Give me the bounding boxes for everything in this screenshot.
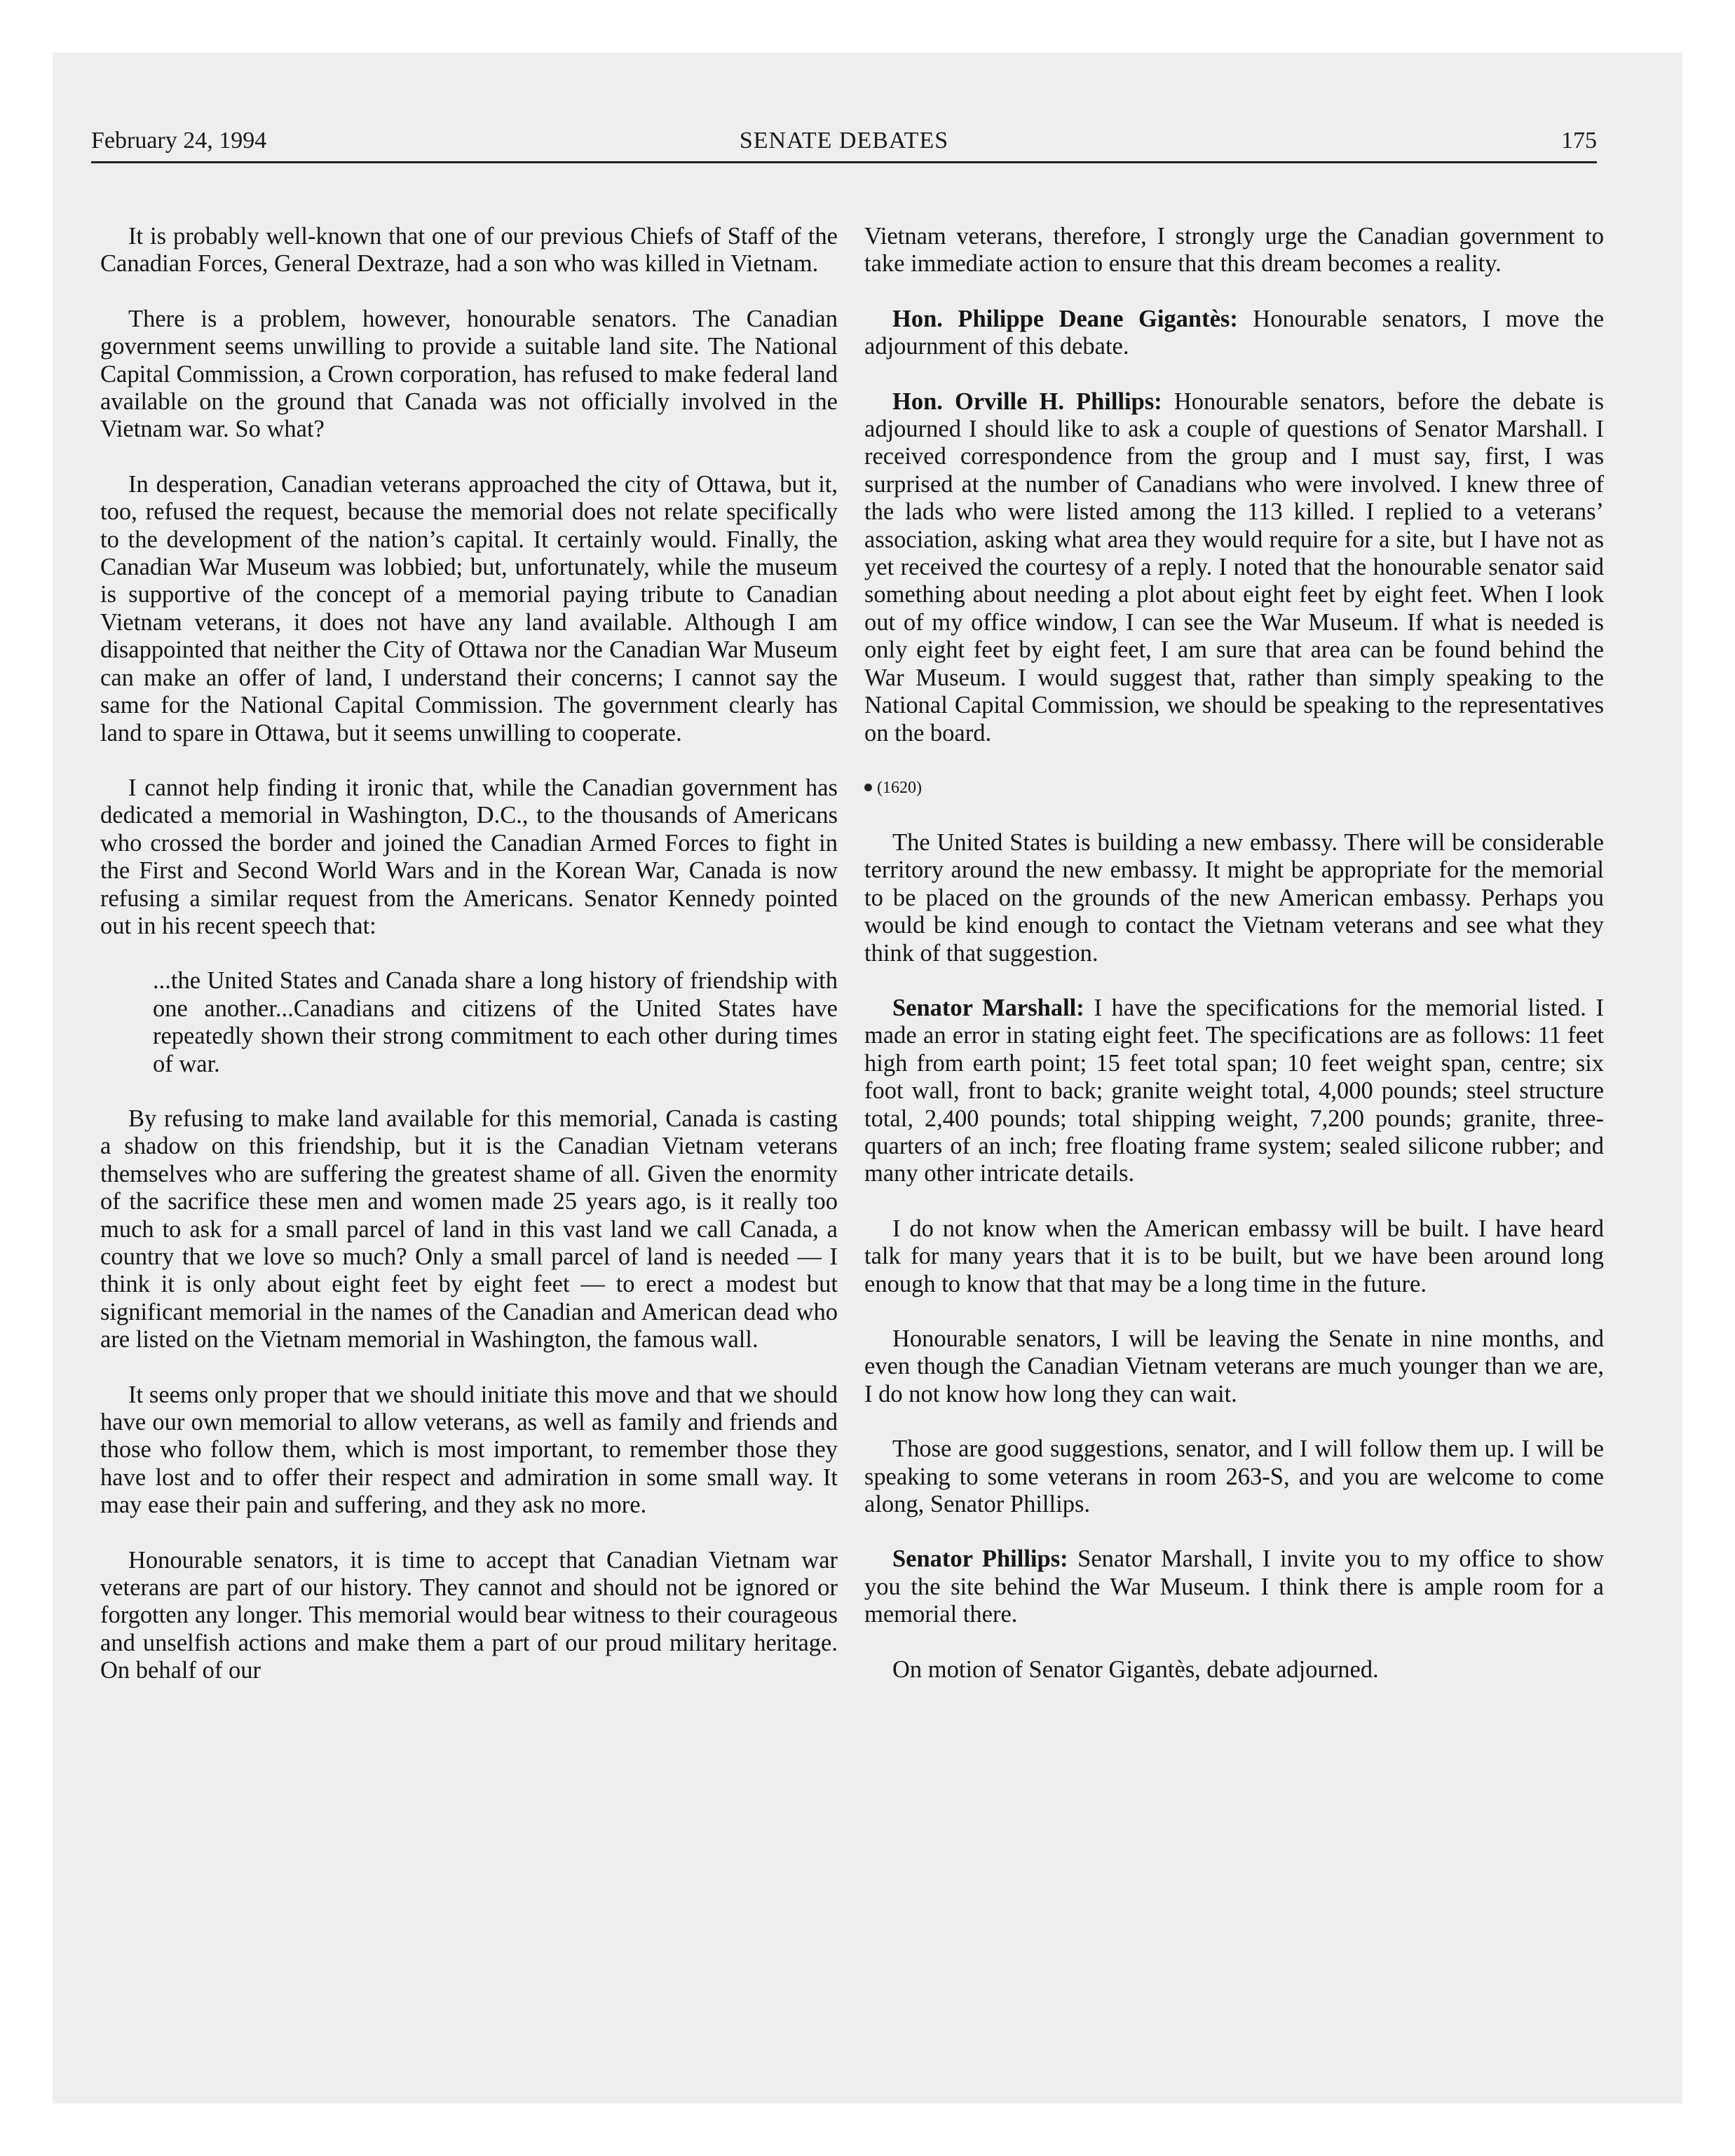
paragraph: It is probably well-known that one of our previous Chiefs of Staff of the Canadian Forces, General Dextraze, had a son who was killed in Vietnam.: [100, 223, 838, 278]
paragraph: Honourable senators, it is time to accept that Canadian Vietnam war veterans are part of our history. They cannot and should not be ignored or forgotten any longer. This memorial would bear witness to their courageous and unselfish actions and make them a part of our proud military heritage. On behalf of our: [100, 1546, 838, 1684]
paragraph: The United States is building a new embassy. There will be considerable territory around the new embassy. It might be appropriate for the memorial to be placed on the grounds of the new American embassy. Perhaps you would be kind enough to contact the Vietnam veterans and see what they think of that suggestion.: [864, 828, 1604, 967]
right-column: [864, 223, 1604, 1711]
speech-paragraph: [864, 388, 1604, 747]
paragraph: I do not know when the American embassy will be built. I have heard talk for many years that it is to be built, but we have been around long enough to know that that may be a long time in the future.: [864, 1215, 1604, 1297]
paragraph: By refusing to make land available for this memorial, Canada is casting a shadow on this friendship, but it is the Canadian Vietnam veterans themselves who are suffering the greatest shame of all. Given the enormity of the sacrifice these men and women made 25 years ago, is it really too much to ask for a small parcel of land in this vast land we call Canada, a country that we love so much? Only a small parcel of land is needed — I think it is only about eight feet by eight feet — to erect a modest but significant memorial in the names of the Canadian and American dead who are listed on the Vietnam memorial in Washington, the famous wall.: [100, 1105, 838, 1353]
paragraph: Those are good suggestions, senator, and I will follow them up. I will be speaking to some veterans in room 263-S, and you are welcome to come along, Senator Phillips.: [864, 1435, 1604, 1518]
speaker-name: Hon. Orville H. Phillips:: [892, 388, 1162, 415]
paragraph: It seems only proper that we should initiate this move and that we should have our own memorial to allow veterans, as well as family and friends and those who follow them, which is most important, to remember those they have lost and to offer their respect and admiration in some small way. It may ease their pain and suffering, and they ask no more.: [100, 1381, 838, 1519]
block-quote: ...the United States and Canada share a long history of friendship with one another...Canadians and citizens of the United States have repeatedly shown their strong commitment to each other during times of war.: [153, 967, 838, 1077]
speech-paragraph: [864, 1546, 1604, 1628]
paragraph: In desperation, Canadian veterans approached the city of Ottawa, but it, too, refused the request, because the memorial does not relate specifically to the development of the nation’s capital. It certainly would. Finally, the Canadian War Museum was lobbied; but, unfortunately, while the museum is supportive of the concept of a memorial paying tribute to Canadian Vietnam veterans, it does not have any land available. Although I am disappointed that neither the City of Ottawa nor the Canadian War Museum can make an offer of land, I understand their concerns; I cannot say the same for the National Capital Commission. The government clearly has land to spare in Ottawa, but it seems unwilling to cooperate.: [100, 470, 838, 746]
header-title: SENATE DEBATES: [739, 128, 949, 153]
page-header: [91, 125, 1597, 163]
speech-text: Honourable senators, before the debate is adjourned I should like to ask a couple of questions of Senator Marshall. I received correspondence from the group and I must say, first, I was surprised at the number of Canadians who were involved. I knew three of the lads who were listed among the 113 killed. I replied to a veterans’ association, asking what area they would require for a site, but I have not as yet received the courtesy of a reply. I noted that the honourable senator said something about needing a plot about eight feet by eight feet. When I look out of my office window, I can see the War Museum. If what is needed is only eight feet by eight feet, I am sure that area can be found behind the War Museum. I would suggest that, rather than simply speaking to the National Capital Commission, we should be speaking to the representatives on the board.: [864, 388, 1605, 746]
time-marker: [864, 775, 1604, 802]
paragraph: There is a problem, however, honourable senators. The Canadian government seems unwilling to provide a suitable land site. The National Capital Commission, a Crown corporation, has refused to make federal land available on the ground that Canada was not officially involved in the Vietnam war. So what?: [100, 305, 838, 443]
bullet-dot-icon: [864, 784, 872, 791]
speech-text: I have the specifications for the memorial listed. I made an error in stating eight feet. The specifications are as follows: 11 feet high from earth point; 15 feet total span; 10 feet weight span, centre; six foot wall, front to back; granite weight total, 4,000 pounds; steel structure total, 2,400 pounds; total shipping weight, 7,200 pounds; granite, three-quarters of an inch; free floating frame system; sealed silicone rubber; and many other intricate details.: [864, 994, 1605, 1187]
paragraph: I cannot help finding it ironic that, while the Canadian government has dedicated a memorial in Washington, D.C., to the thousands of Americans who crossed the border and joined the Canadian Armed Forces to fight in the First and Second World Wars and in the Korean War, Canada is now refusing a similar request from the Americans. Senator Kennedy pointed out in his recent speech that:: [100, 774, 838, 939]
speaker-name: Senator Phillips:: [892, 1546, 1068, 1573]
paragraph: Vietnam veterans, therefore, I strongly urge the Canadian government to take immediate action to ensure that this dream becomes a reality.: [864, 223, 1604, 278]
left-column: [100, 223, 838, 1712]
speech-text: Honourable senators, I move the adjournment of this debate.: [864, 305, 1605, 360]
speaker-name: Senator Marshall:: [892, 994, 1084, 1021]
speaker-name: Hon. Philippe Deane Gigantès:: [892, 305, 1238, 332]
speech-paragraph: [864, 995, 1604, 1188]
paragraph: On motion of Senator Gigantès, debate adjourned.: [892, 1656, 1379, 1683]
paragraph: Honourable senators, I will be leaving the Senate in nine months, and even though the Canadian Vietnam veterans are much younger than we are, I do not know how long they can wait.: [864, 1325, 1604, 1407]
header-date: February 24, 1994: [91, 128, 267, 153]
speech-text: Senator Marshall, I invite you to my office to show you the site behind the War Museum. I think there is ample room for a memorial there.: [864, 1546, 1604, 1628]
time-marker-text: (1620): [877, 778, 922, 797]
page-number: 175: [1561, 128, 1597, 153]
speech-paragraph: [864, 306, 1604, 361]
